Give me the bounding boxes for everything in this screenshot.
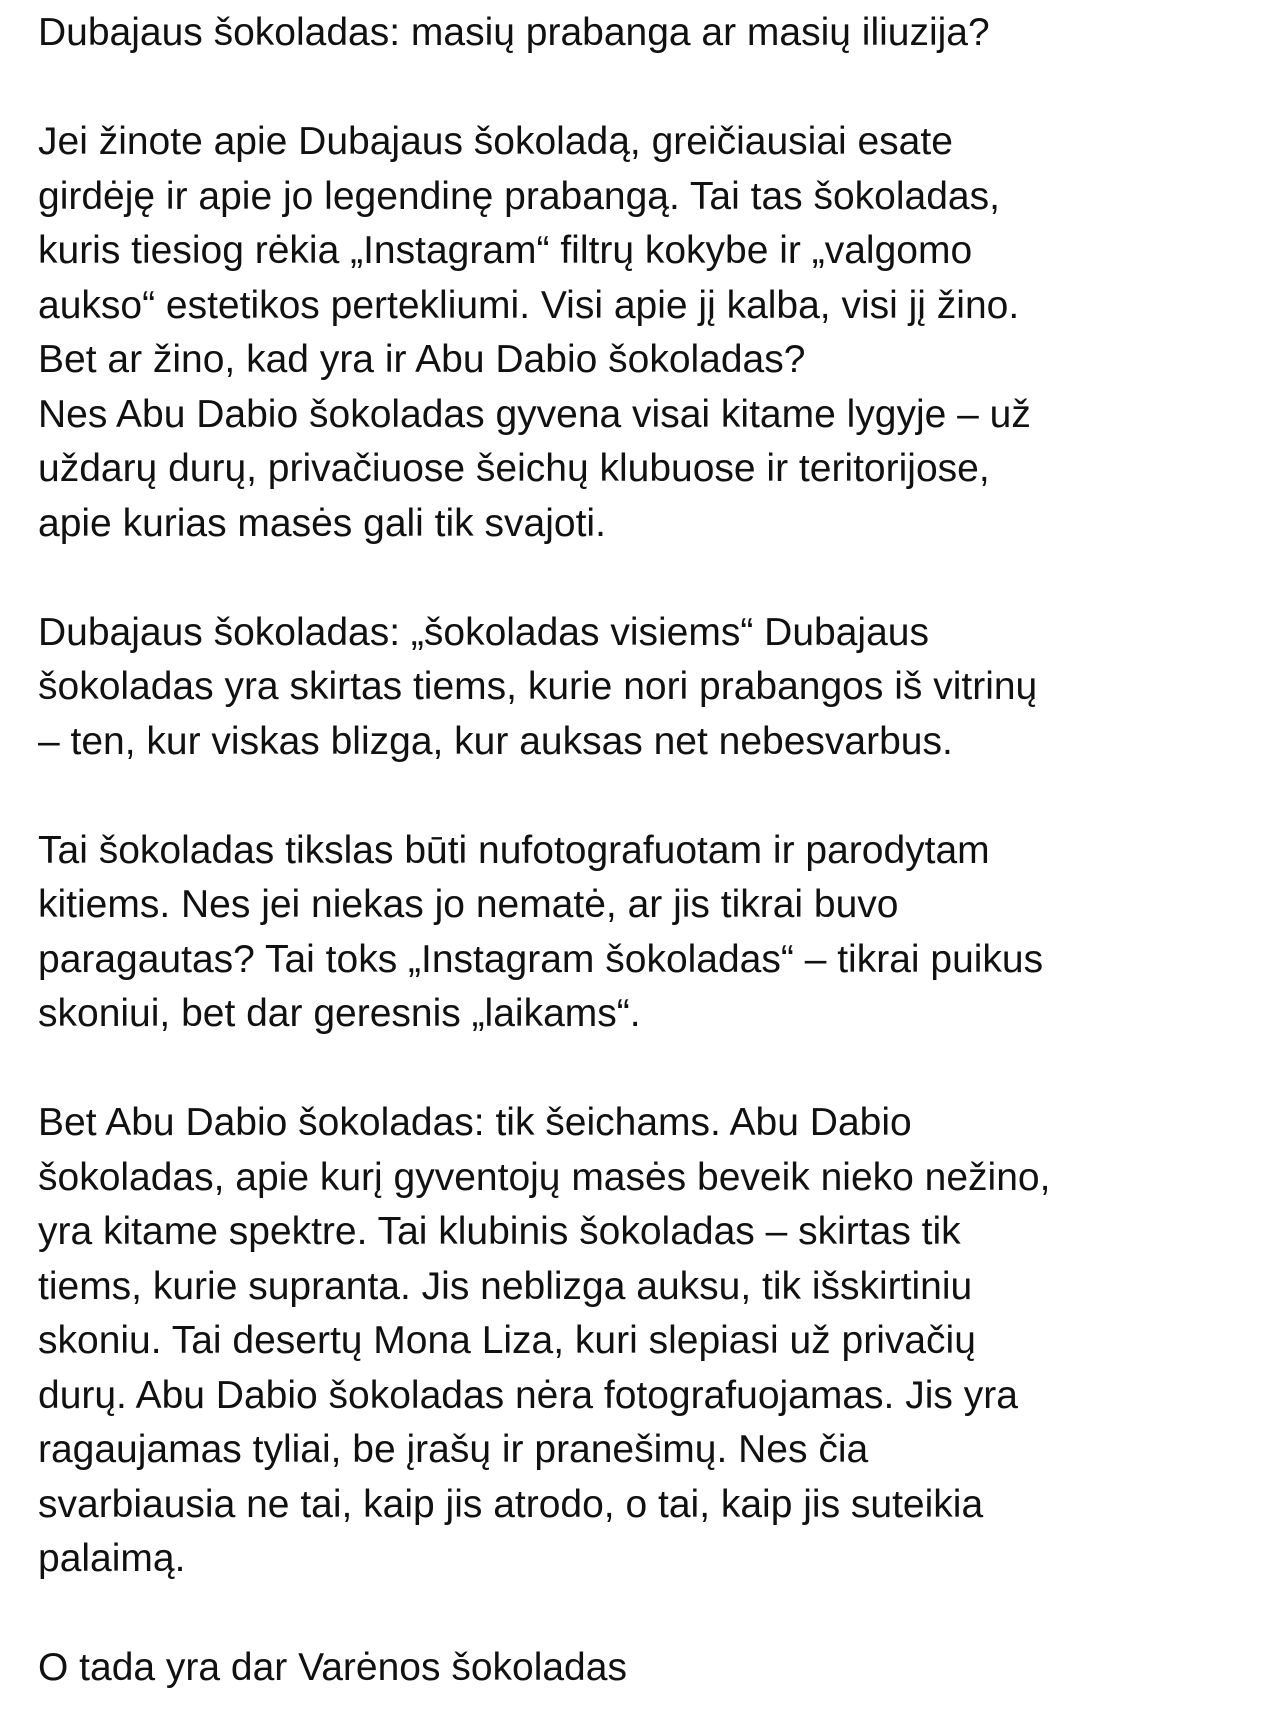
paragraph-1: [38, 115, 1258, 551]
text-line: kuris tiesiog rėkia „Instagram“ filtrų kokybe ir „valgomo: [38, 229, 973, 272]
text-line: Jei žinote apie Dubajaus šokoladą, greičiausiai esate: [38, 120, 953, 163]
paragraph-gap: [38, 1587, 1258, 1642]
text-line: Dubajaus šokoladas: „šokoladas visiems“ Dubajaus: [38, 610, 929, 654]
paragraph-4: [38, 1096, 1258, 1587]
text-line: – ten, kur viskas blizga, kur auksas net nebesvarbus.: [38, 719, 953, 763]
paragraph-2: [38, 606, 1258, 770]
text-line: Tai šokoladas tikslas būti nufotografuotam ir parodytam: [38, 828, 990, 872]
text-line: šokoladas, apie kurį gyventojų masės beveik nieko nežino,: [38, 1155, 1051, 1199]
paragraph-gap: [38, 61, 1258, 116]
text-line: palaimą.: [38, 1537, 186, 1580]
text-line: ragaujamas tyliai, be įrašų ir pranešimų. Nes čia: [38, 1428, 869, 1471]
text-line: šokoladas yra skirtas tiems, kurie nori prabangos iš vitrinų: [38, 665, 1038, 708]
text-line: aukso“ estetikos pertekliumi. Visi apie jį kalba, visi jį žino.: [38, 283, 1020, 327]
note-body: [38, 6, 1258, 1696]
text-line: Bet Abu Dabio šokoladas: tik šeichams. Abu Dabio: [38, 1101, 912, 1144]
text-line: skoniui, bet dar geresnis „laikams“.: [38, 992, 641, 1035]
paragraph-3: [38, 824, 1258, 1042]
paragraph-gap: [38, 1042, 1258, 1097]
text-line: O tada yra dar Varėnos šokoladas: [38, 1646, 627, 1689]
text-line: yra kitame spektre. Tai klubinis šokoladas – skirtas tik: [38, 1210, 961, 1253]
text-line: girdėję ir apie jo legendinę prabangą. Tai tas šokoladas,: [38, 174, 1000, 218]
text-line: kitiems. Nes jei niekas jo nematė, ar jis tikrai buvo: [38, 883, 899, 926]
paragraph-gap: [38, 551, 1258, 606]
text-line: Bet ar žino, kad yra ir Abu Dabio šokoladas?: [38, 338, 806, 381]
paragraph-gap: [38, 769, 1258, 824]
note-title: Dubajaus šokoladas: masių prabanga ar masių iliuzija?: [38, 11, 990, 54]
paragraph-5: [38, 1641, 1258, 1696]
text-line: durų. Abu Dabio šokoladas nėra fotografuojamas. Jis yra: [38, 1373, 1018, 1417]
text-line: svarbiausia ne tai, kaip jis atrodo, o tai, kaip jis suteikia: [38, 1482, 984, 1526]
text-line: tiems, kurie supranta. Jis neblizga auksu, tik išskirtiniu: [38, 1264, 973, 1308]
text-line: Nes Abu Dabio šokoladas gyvena visai kitame lygyje – už: [38, 392, 1031, 436]
text-line: skoniu. Tai desertų Mona Liza, kuri slepiasi už privačių: [38, 1319, 976, 1362]
text-line: uždarų durų, privačiuose šeichų klubuose ir teritorijose,: [38, 447, 990, 490]
text-line: apie kurias masės gali tik svajoti.: [38, 501, 606, 545]
text-line: paragautas? Tai toks „Instagram šokoladas“ – tikrai puikus: [38, 937, 1044, 981]
